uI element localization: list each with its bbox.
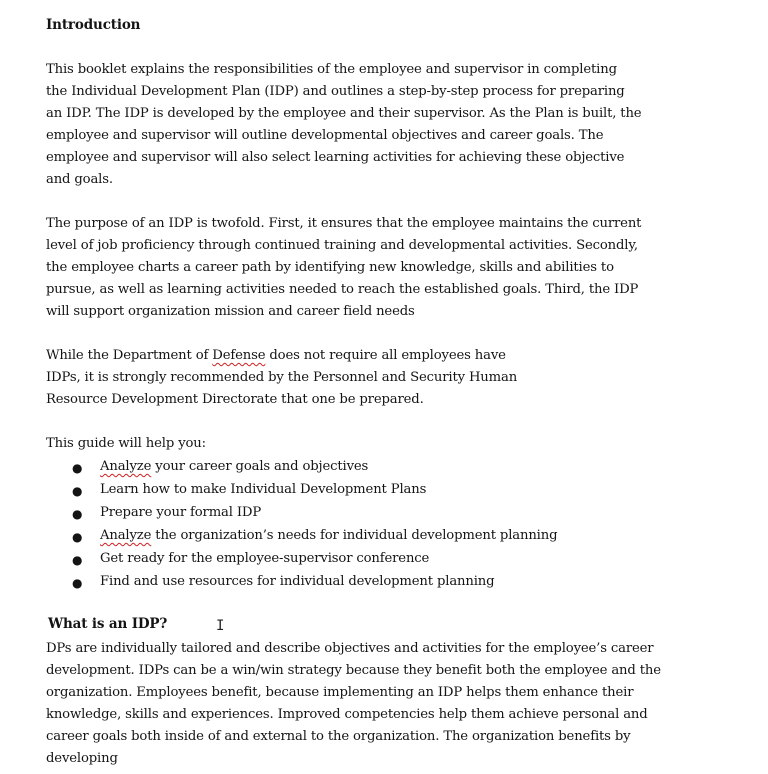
paragraph-line: the Individual Development Plan (IDP) and outlines a step-by-step process for preparing: [46, 84, 625, 99]
spellcheck-flagged-word[interactable]: Defense: [212, 348, 266, 363]
paragraph-line: the employee charts a career path by identifying new knowledge, skills and abilities to: [46, 260, 614, 275]
paragraph-line: employee and supervisor will outline developmental objectives and career goals. The: [46, 128, 604, 143]
list-item-text: [100, 527, 557, 545]
paragraph-line: level of job proficiency through continued training and developmental activities. Secondly,: [46, 238, 638, 253]
bullet-icon: ●: [72, 553, 83, 567]
bullet-icon: ●: [72, 530, 83, 544]
guide-intro-text: This guide will help you:: [46, 436, 206, 451]
bullet-icon: ●: [72, 461, 83, 475]
list-item-text: Learn how to make Individual Development Plans: [100, 482, 427, 497]
paragraph-line: and goals.: [46, 172, 113, 187]
paragraph-line: The purpose of an IDP is twofold. First, it ensures that the employee maintains the current: [46, 216, 642, 231]
paragraph-line: pursue, as well as learning activities needed to reach the established goals. Third, the IDP: [46, 282, 639, 297]
paragraph-line: DPs are individually tailored and describe objectives and activities for the employee’s career: [46, 641, 654, 656]
paragraph-line: knowledge, skills and experiences. Improved competencies help them achieve personal and: [46, 707, 648, 722]
introduction-heading: Introduction: [46, 17, 141, 33]
list-item-text: Get ready for the employee-supervisor conference: [100, 551, 430, 566]
spellcheck-flagged-word[interactable]: Analyze: [100, 459, 152, 474]
paragraph-line: [46, 347, 506, 365]
text-segment: does not require all employees have: [265, 348, 506, 363]
text-cursor-icon: I: [216, 618, 225, 634]
paragraph-line: an IDP. The IDP is developed by the employee and their supervisor. As the Plan is built, the: [46, 106, 642, 121]
paragraph-line: development. IDPs can be a win/win strategy because they benefit both the employee and the: [46, 663, 661, 678]
paragraph-line: This booklet explains the responsibilities of the employee and supervisor in completing: [46, 62, 617, 77]
text-segment: the organization’s needs for individual development planning: [151, 528, 558, 543]
paragraph-line: Resource Development Directorate that one be prepared.: [46, 392, 424, 407]
paragraph-line: employee and supervisor will also select learning activities for achieving these objective: [46, 150, 625, 165]
list-item-text: Find and use resources for individual development planning: [100, 574, 495, 589]
bullet-icon: ●: [72, 484, 83, 498]
spellcheck-flagged-word[interactable]: Analyze: [100, 528, 152, 543]
bullet-icon: ●: [72, 576, 83, 590]
paragraph-line: organization. Employees benefit, because implementing an IDP helps them enhance their: [46, 685, 634, 700]
text-segment: While the Department of: [46, 348, 213, 363]
list-item-text: Prepare your formal IDP: [100, 505, 262, 520]
bullet-icon: ●: [72, 507, 83, 521]
what-is-idp-heading: What is an IDP?: [48, 616, 168, 632]
list-item-text: [100, 458, 368, 476]
paragraph-line: developing: [46, 751, 118, 766]
paragraph-line: IDPs, it is strongly recommended by the Personnel and Security Human: [46, 370, 518, 385]
paragraph-line: will support organization mission and career field needs: [46, 304, 415, 319]
paragraph-line: career goals both inside of and external to the organization. The organization benefits by: [46, 729, 631, 744]
text-segment: your career goals and objectives: [151, 459, 369, 474]
